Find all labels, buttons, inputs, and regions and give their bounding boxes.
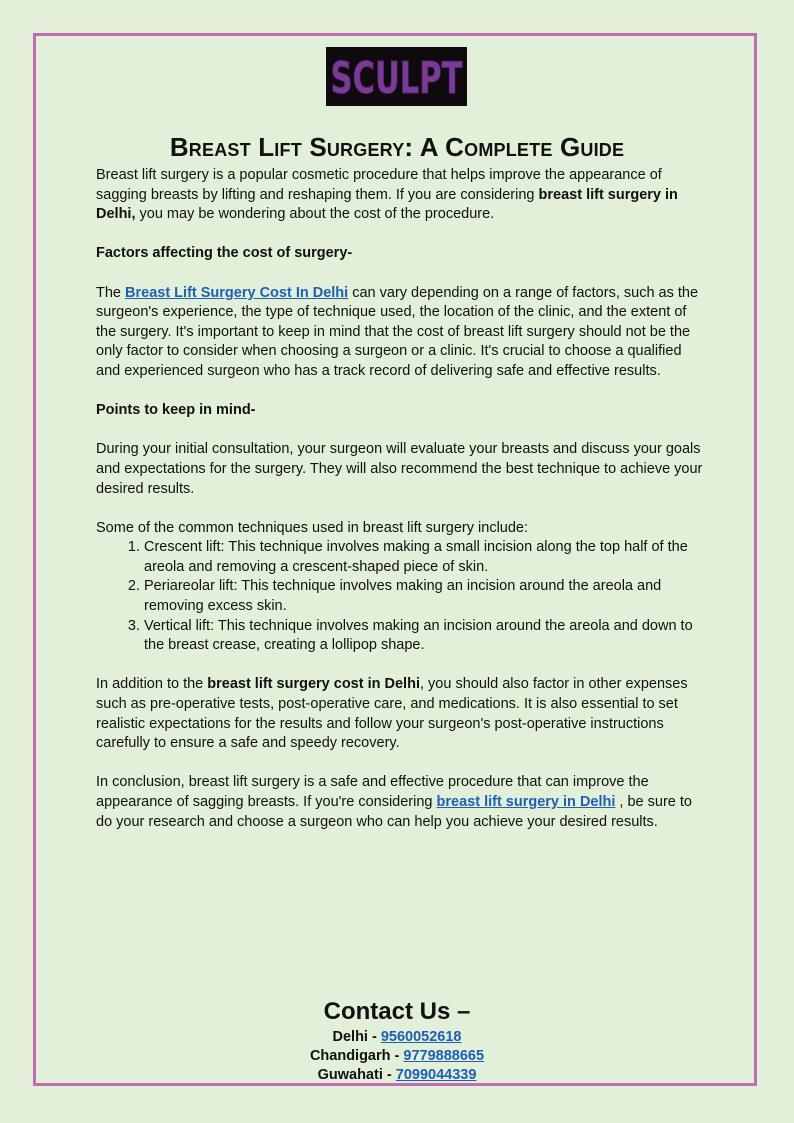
- intro-text: Breast lift surgery is a popular cosmetic procedure that helps improve the appearance of sagging breasts by lifting and reshaping them. If you are considering: [96, 167, 662, 203]
- city-label: Delhi -: [332, 1029, 381, 1045]
- factors-paragraph: [96, 284, 706, 382]
- points-heading-text: Points to keep in mind-: [96, 402, 256, 419]
- city-label: Guwahati -: [317, 1067, 396, 1083]
- contact-row-chandigarh: [0, 1047, 794, 1066]
- article-body: [96, 166, 706, 852]
- techniques-list: [96, 538, 706, 656]
- consultation-paragraph: During your initial consultation, your surgeon will evaluate your breasts and discuss your goals and expectations for the surgery. They will also recommend the best technique to achieve your desired results.: [96, 441, 703, 497]
- points-heading: [96, 401, 706, 421]
- addition-text-end: , you should also factor in other expenses such as pre-operative tests, post-operative care, and medications. It is also essential to set realistic expectations for the results and follow your surgeon's post-operative instructions carefully to ensure a safe and speedy recovery.: [96, 676, 688, 752]
- list-item: 3. Vertical lift: This technique involves making an incision around the areola and down to the breast crease, creating a lollipop shape.: [144, 617, 706, 656]
- conclusion-text: In conclusion, breast lift surgery is a safe and effective procedure that can improve the appearance of sagging breasts. If you're considering: [96, 774, 649, 810]
- addition-paragraph: [96, 675, 706, 753]
- city-label: Chandigarh -: [309, 1048, 404, 1064]
- phone-link[interactable]: 7099044339: [395, 1067, 477, 1083]
- factors-heading: [96, 244, 706, 264]
- contact-heading: Contact Us –: [323, 998, 471, 1025]
- contact-row-guwahati: [0, 1066, 794, 1085]
- list-item: 1. Crescent lift: This technique involves making a small incision along the top half of the areola and removing a crescent-shaped piece of skin.: [144, 538, 706, 577]
- conclusion-paragraph: [96, 773, 706, 832]
- conclusion-text-end: , be sure to do your research and choose a surgeon who can help you achieve your desired results.: [96, 794, 692, 830]
- techniques-intro: Some of the common techniques used in breast lift surgery include:: [96, 519, 529, 536]
- phone-link[interactable]: 9560052618: [380, 1029, 462, 1045]
- factors-text-end: can vary depending on a range of factors, such as the surgeon's experience, the type of technique used, the location of the clinic, and the extent of the surgery. It's important to keep in mind that the cost of breast lift surgery should not be the only factor to consider when choosing a surgeon or a clinic. It's crucial to choose a qualified and experienced surgeon who has a track record of delivering safe and effective results.: [96, 284, 699, 379]
- cost-link[interactable]: Breast Lift Surgery Cost In Delhi: [125, 284, 349, 301]
- surgery-link[interactable]: breast lift surgery in Delhi: [436, 794, 616, 810]
- logo-text: SCULPT: [330, 53, 463, 104]
- contact-row-delhi: [0, 1028, 794, 1047]
- intro-text-end: you may be wondering about the cost of the procedure.: [135, 206, 495, 223]
- factors-text: The: [96, 284, 126, 301]
- addition-bold-keyword: breast lift surgery cost in Delhi: [207, 676, 420, 693]
- list-item: 2. Periareolar lift: This technique involves making an incision around the areola and removing excess skin.: [144, 577, 706, 616]
- intro-bold-keyword: breast lift surgery in Delhi,: [96, 186, 678, 223]
- contact-section: [0, 996, 794, 1085]
- intro-paragraph: [96, 166, 706, 225]
- addition-text: In addition to the: [96, 676, 208, 693]
- page-title: Breast Lift Surgery: A Complete Guide: [169, 132, 625, 162]
- factors-heading-text: Factors affecting the cost of surgery-: [96, 245, 353, 262]
- phone-link[interactable]: 9779888665: [403, 1048, 485, 1064]
- sculpt-logo: [326, 47, 467, 106]
